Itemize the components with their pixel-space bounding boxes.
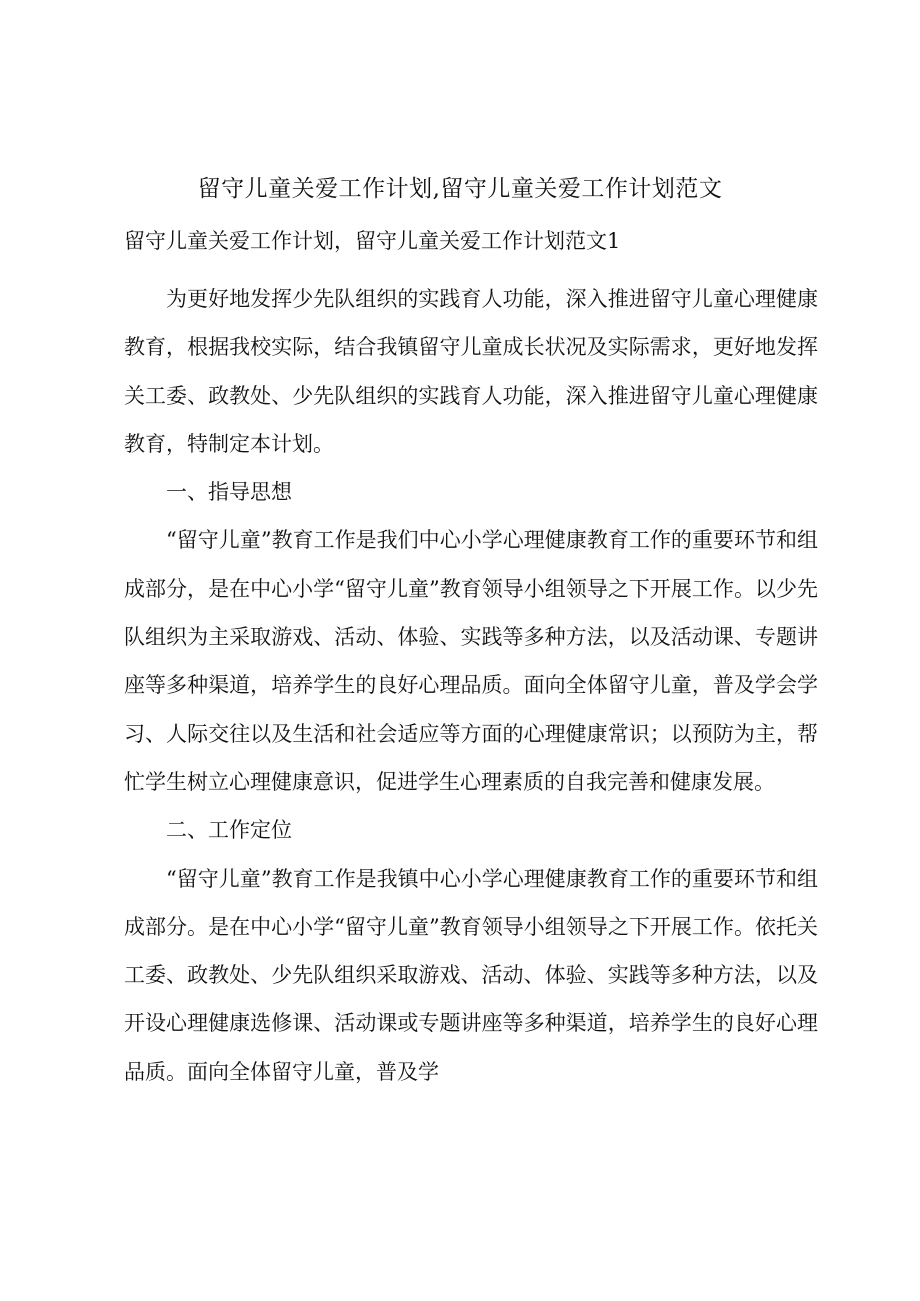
- section-heading-guiding-thought: 一、指导思想: [166, 480, 292, 505]
- paragraph-intro: 为更好地发挥少先队组织的实践育人功能，深入推进留守儿童心理健康教育，根据我校实际，结合我镇留守儿童成长状况及实际需求，更好地发挥关工委、政教处、少先队组织的实践育人功能，深入推进留守儿童心理健康教育，特制定本计划。: [124, 287, 818, 456]
- paragraph-guiding-thought: “留守儿童”教育工作是我们中心小学心理健康教育工作的重要环节和组成部分，是在中心小学“留守儿童”教育领导小组领导之下开展工作。以少先队组织为主采取游戏、活动、体验、实践等多种方法，以及活动课、专题讲座等多种渠道，培养学生的良好心理品质。面向全体留守儿童，普及学会学习、人际交往以及生活和社会适应等方面的心理健康常识；以预防为主，帮忙学生树立心理健康意识，促进学生心理素质的自我完善和健康发展。: [124, 528, 818, 794]
- paragraph-work-positioning: “留守儿童”教育工作是我镇中心小学心理健康教育工作的重要环节和组成部分。是在中心小学“留守儿童”教育领导小组领导之下开展工作。依托关工委、政教处、少先队组织采取游戏、活动、体验、实践等多种方法，以及开设心理健康选修课、活动课或专题讲座等多种渠道，培养学生的良好心理品质。面向全体留守儿童，普及学: [124, 866, 818, 1084]
- document-body: [124, 275, 818, 1096]
- document-subtitle: 留守儿童关爱工作计划，留守儿童关爱工作计划范文1: [124, 229, 621, 253]
- document-title: 留守儿童关爱工作计划,留守儿童关爱工作计划范文: [197, 176, 723, 202]
- section-heading-work-positioning: 二、工作定位: [166, 818, 292, 843]
